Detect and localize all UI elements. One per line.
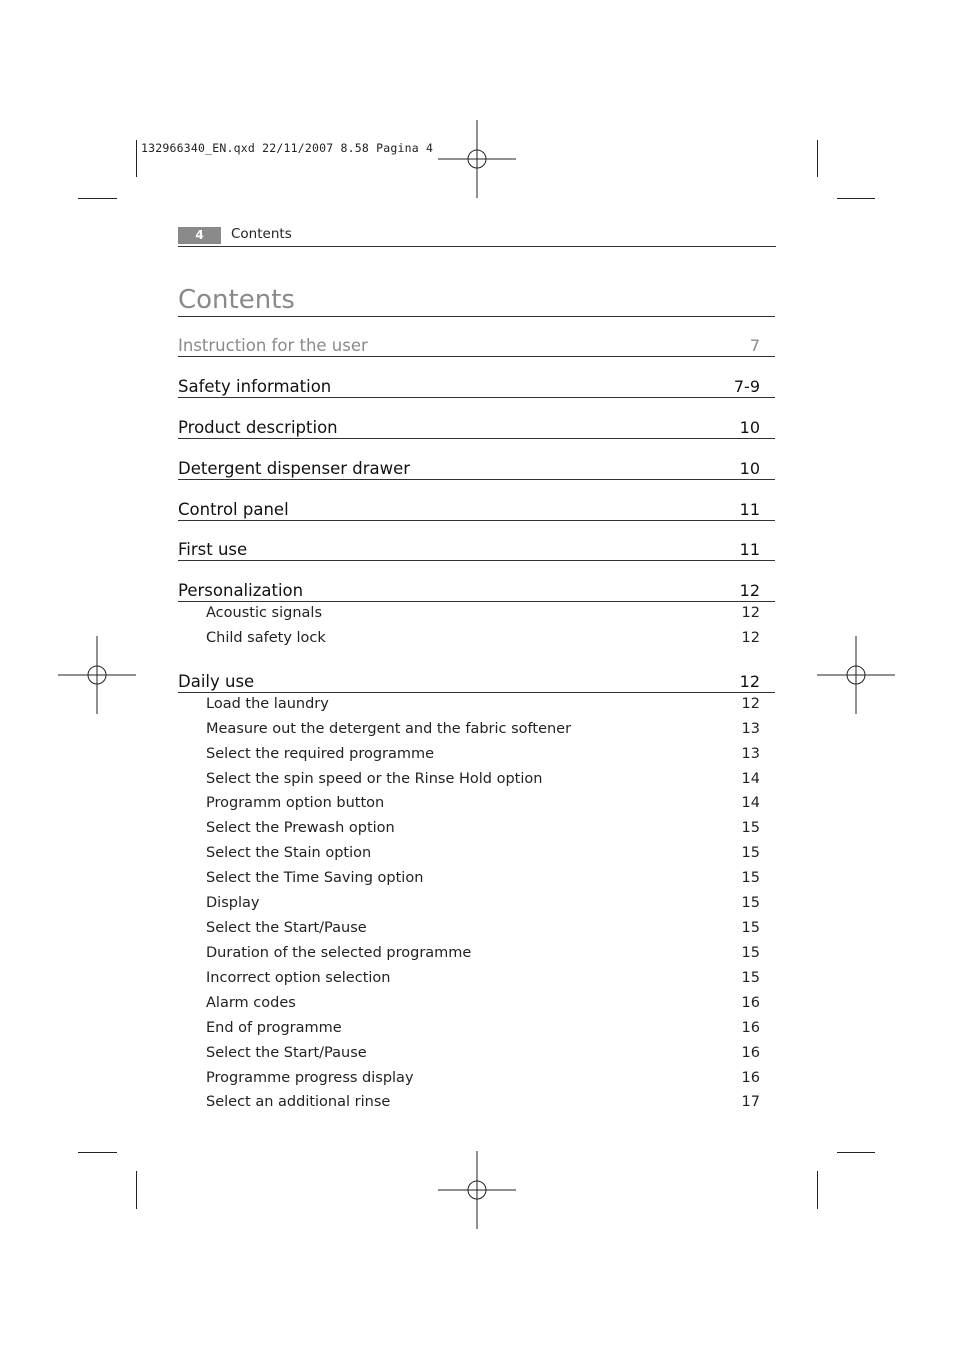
toc-item-page: 13 [741, 746, 760, 762]
running-title: Contents [231, 226, 292, 242]
toc-section-label: Instruction for the user [178, 336, 368, 355]
toc-item-page: 12 [741, 605, 760, 621]
toc-item-page: 15 [741, 895, 760, 911]
page-title: Contents [178, 284, 775, 317]
toc-section-label: Daily use [178, 672, 255, 691]
toc-item-page: 15 [741, 970, 760, 986]
toc-item [206, 1045, 761, 1067]
toc-item-page: 16 [741, 1045, 760, 1061]
crop-mark [817, 1171, 818, 1209]
registration-mark-icon [438, 120, 516, 198]
toc-item [206, 605, 761, 627]
toc-section-page: 7-9 [733, 377, 760, 396]
toc-item [206, 630, 761, 652]
toc-item-label: Select the Start/Pause [206, 1045, 367, 1061]
toc-item-label: Measure out the detergent and the fabric softener [206, 721, 572, 737]
toc-item [206, 721, 761, 743]
toc-item-page: 16 [741, 1020, 760, 1036]
toc-section-page: 11 [739, 540, 760, 559]
toc-item-label: Select the Start/Pause [206, 920, 367, 936]
toc-item-page: 13 [741, 721, 760, 737]
toc-item-label: Select an additional rinse [206, 1094, 391, 1110]
toc-item-page: 15 [741, 845, 760, 861]
toc-section-page: 7 [749, 336, 760, 355]
toc-section-safety [178, 371, 775, 398]
toc-item [206, 696, 761, 718]
toc-item-page: 16 [741, 1070, 760, 1086]
toc-item-label: Select the Stain option [206, 845, 372, 861]
toc-item-label: Select the spin speed or the Rinse Hold option [206, 771, 543, 787]
toc-item-label: Child safety lock [206, 630, 326, 646]
toc-item-page: 12 [741, 630, 760, 646]
toc-item-page: 15 [741, 920, 760, 936]
toc-item-label: Display [206, 895, 260, 911]
toc-section-page: 12 [739, 672, 760, 691]
toc-section-label: Safety information [178, 377, 332, 396]
toc-item-page: 12 [741, 696, 760, 712]
toc-item [206, 945, 761, 967]
crop-mark [837, 1152, 875, 1153]
toc-item-page: 15 [741, 870, 760, 886]
toc-item [206, 1020, 761, 1042]
toc-item-label: End of programme [206, 1020, 342, 1036]
toc-item [206, 746, 761, 768]
toc-item-label: Load the laundry [206, 696, 329, 712]
print-slug: 132966340_EN.qxd 22/11/2007 8.58 Pagina 4 [141, 141, 434, 155]
toc-item [206, 771, 761, 793]
toc-section-personalization [178, 575, 775, 602]
toc-section-label: Personalization [178, 581, 304, 600]
toc-item-label: Programm option button [206, 795, 385, 811]
toc-item [206, 895, 761, 917]
toc-item-page: 15 [741, 945, 760, 961]
toc-item [206, 1070, 761, 1092]
toc-item [206, 870, 761, 892]
toc-item-label: Programme progress display [206, 1070, 414, 1086]
crop-mark [817, 140, 818, 177]
toc-item [206, 820, 761, 842]
crop-mark [136, 1171, 137, 1209]
toc-section-control [178, 494, 775, 521]
toc-item [206, 795, 761, 817]
running-header [178, 225, 776, 247]
toc-item [206, 1094, 761, 1116]
toc-item [206, 845, 761, 867]
toc-item-label: Duration of the selected programme [206, 945, 472, 961]
toc-item [206, 995, 761, 1017]
crop-mark [136, 140, 137, 177]
toc-section-instruction [178, 330, 775, 357]
crop-mark [78, 198, 117, 199]
crop-mark [78, 1152, 117, 1153]
toc-item-label: Select the Prewash option [206, 820, 395, 836]
toc-section-first-use [178, 534, 775, 561]
toc-item-page: 16 [741, 995, 760, 1011]
toc-section-page: 11 [739, 500, 760, 519]
registration-mark-icon [58, 636, 136, 714]
toc-section-daily-use [178, 666, 775, 693]
toc-section-detergent [178, 453, 775, 480]
toc-item-page: 17 [741, 1094, 760, 1110]
toc-item [206, 970, 761, 992]
registration-mark-icon [817, 636, 895, 714]
registration-mark-icon [438, 1151, 516, 1229]
toc-section-label: Detergent dispenser drawer [178, 459, 411, 478]
toc-item-label: Alarm codes [206, 995, 296, 1011]
toc-item-label: Select the Time Saving option [206, 870, 424, 886]
toc-item-label: Select the required programme [206, 746, 435, 762]
toc-item [206, 920, 761, 942]
toc-item-page: 14 [741, 771, 760, 787]
toc-item-label: Acoustic signals [206, 605, 322, 621]
toc-section-label: Control panel [178, 500, 289, 519]
toc-item-page: 15 [741, 820, 760, 836]
toc-section-label: Product description [178, 418, 338, 437]
toc-section-label: First use [178, 540, 248, 559]
crop-mark [837, 198, 875, 199]
toc-section-page: 10 [739, 418, 760, 437]
toc-item-page: 14 [741, 795, 760, 811]
toc-section-page: 10 [739, 459, 760, 478]
toc-section-page: 12 [739, 581, 760, 600]
page-number: 4 [178, 227, 221, 244]
toc-item-label: Incorrect option selection [206, 970, 391, 986]
toc-section-product [178, 412, 775, 439]
